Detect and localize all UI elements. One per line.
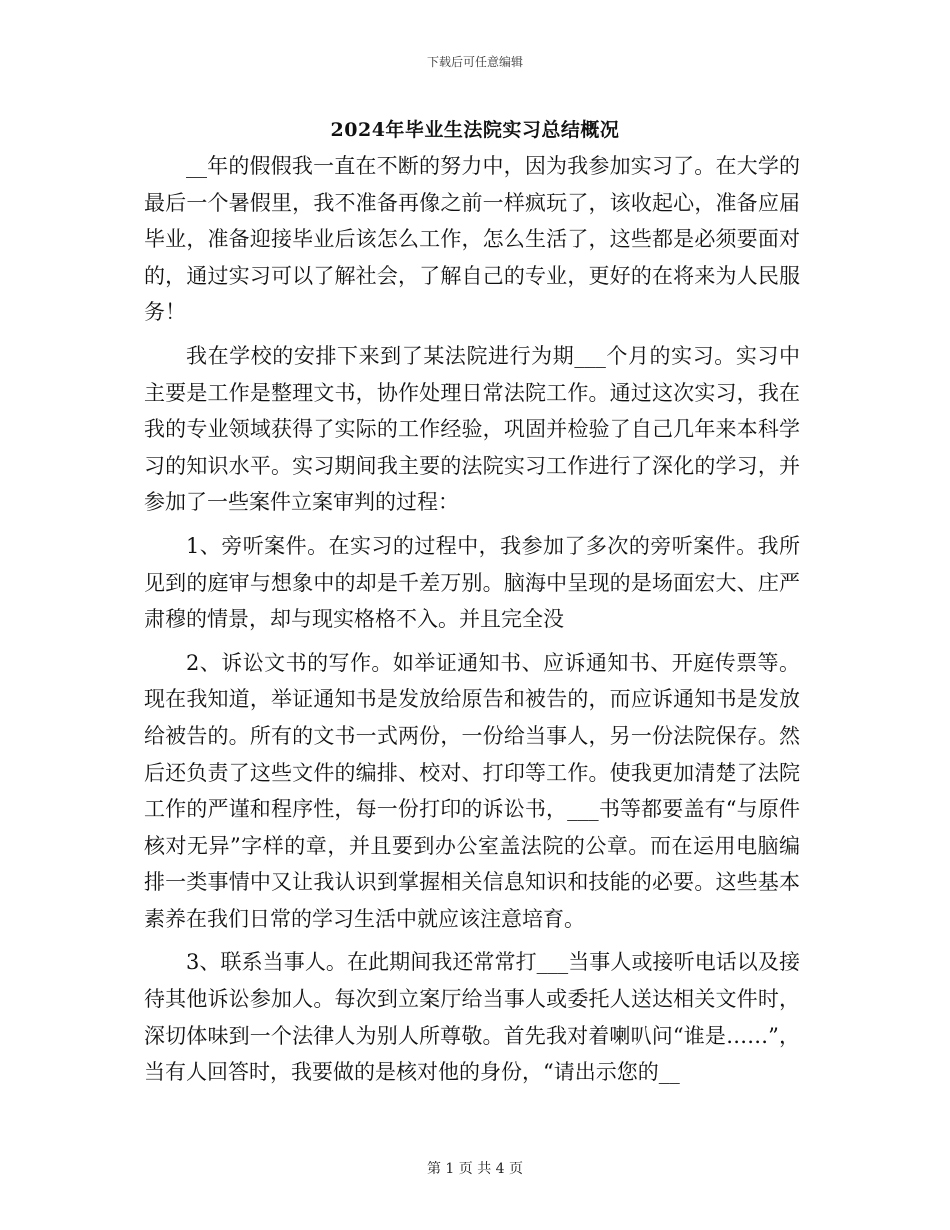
paragraph-item-3-contact: 3、联系当事人。在此期间我还常常打___当事人或接听电话以及接待其他诉讼参加人。每次到立案厅给当事人或委托人送达相关文件时，深切体味到一个法律人为别人所尊敬。首先我对着喇叭问“谁是……”，当有人回答时，我要做的是核对他的身份，“请出示您的__ bbox=[144, 950, 800, 1085]
document-title: 2024年毕业生法院实习总结概况 bbox=[330, 119, 620, 141]
document-body bbox=[144, 148, 800, 1091]
paragraph-item-2-documents: 2、诉讼文书的写作。如举证通知书、应诉通知书、开庭传票等。现在我知道，举证通知书是发放给原告和被告的，而应诉通知书是发放给被告的。所有的文书一式两份，一份给当事人，另一份法院保存。然后还负责了这些文件的编排、校对、打印等工作。使我更加清楚了法院工作的严谨和程序性，每一份打印的诉讼书，___书等都要盖有“与原件核对无异”字样的章，并且要到办公室盖法院的公章。而在运用电脑编排一类事情中又让我认识到掌握相关信息知识和技能的必要。这些基本素养在我们日常的学习生活中就应该注意培育。 bbox=[144, 650, 800, 931]
header-note: 下载后可任意编辑 bbox=[426, 55, 523, 69]
paragraph-item-1-hearing: 1、旁听案件。在实习的过程中，我参加了多次的旁听案件。我所见到的庭审与想象中的却是千差万别。脑海中呈现的是场面宏大、庄严肃穆的情景，却与现实格格不入。并且完全没 bbox=[144, 533, 800, 632]
paragraph-intro: __年的假假我一直在不断的努力中，因为我参加实习了。在大学的最后一个暑假里，我不准备再像之前一样疯玩了，该收起心，准备应届毕业，准备迎接毕业后该怎么工作，怎么生活了，这些都是必须要面对的，通过实习可以了解社会，了解自己的专业，更好的在将来为人民服务！ bbox=[144, 154, 800, 325]
paragraph-internship-overview: 我在学校的安排下来到了某法院进行为期___个月的实习。实习中主要是工作是整理文书，协作处理日常法院工作。通过这次实习，我在我的专业领域获得了实际的工作经验，巩固并检验了自己几年来本科学习的知识水平。实习期间我主要的法院实习工作进行了深化的学习，并参加了一些案件立案审判的过程： bbox=[144, 343, 800, 515]
page-indicator: 第 1 页 共 4 页 bbox=[426, 1161, 524, 1177]
